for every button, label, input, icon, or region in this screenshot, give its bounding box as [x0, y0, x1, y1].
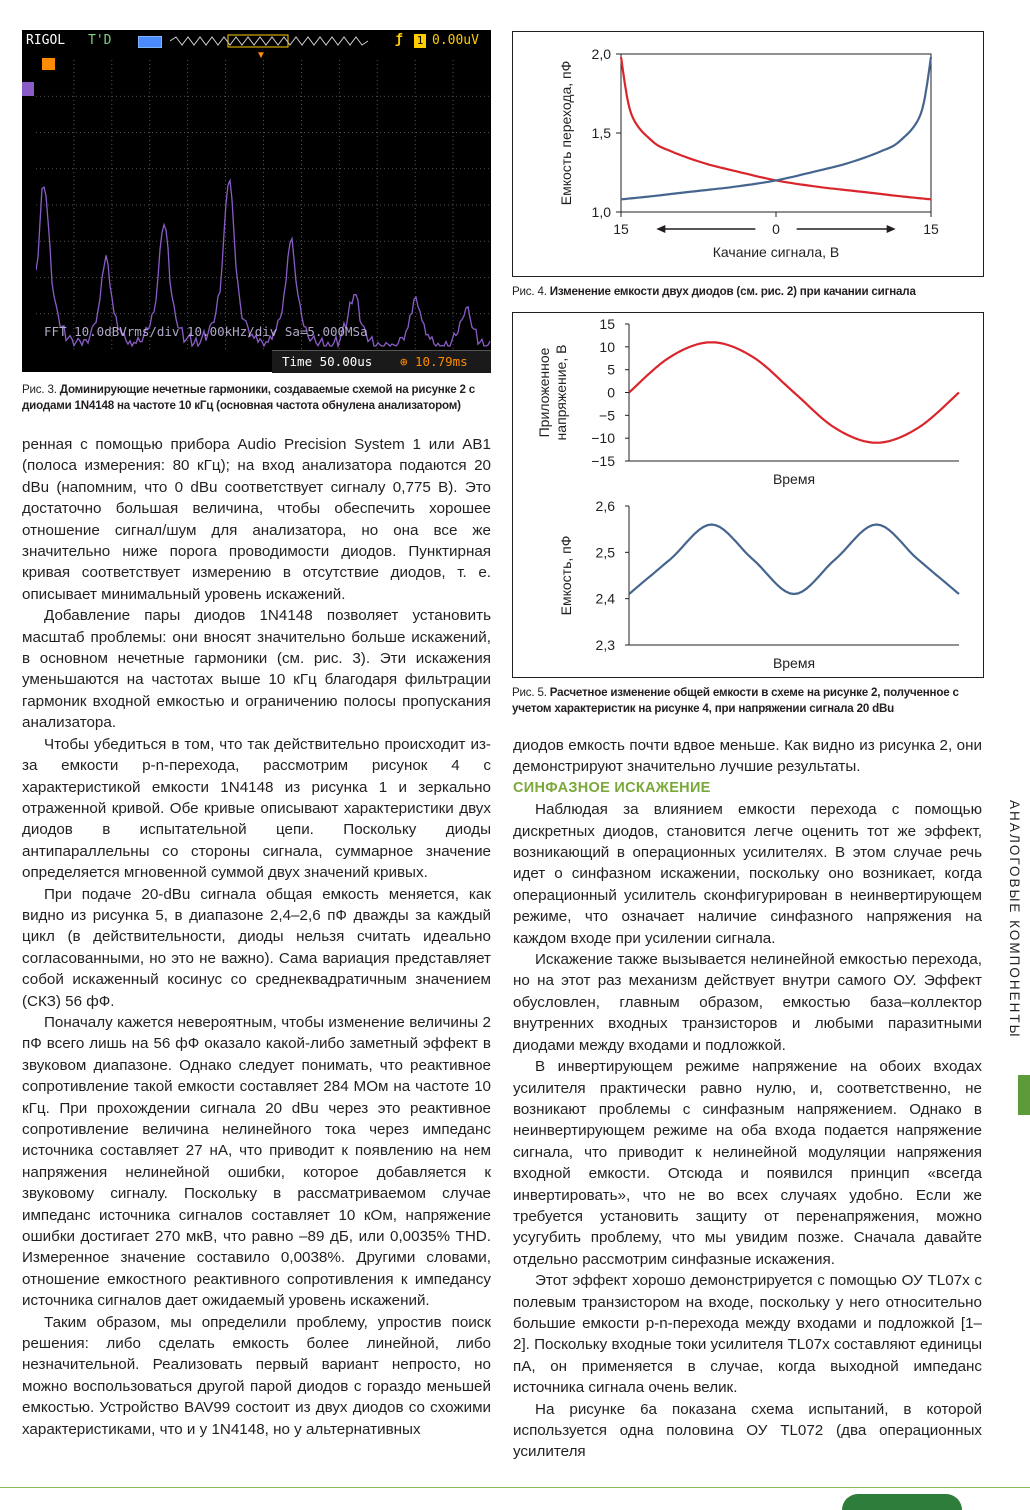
- paragraph: Добавление пары диодов 1N4148 позволяет установить масштаб проблемы: они вносят значительно больше искажений, в основном нечетные гармоники (см. рис. 3). Эти искажения уменьшаются на частотах выше 10 кГц благодаря фильтрации гармоник входной емкостью и ограничению полосы пропускания анализатора.: [22, 607, 491, 732]
- capacitance-vs-swing-chart: [513, 32, 983, 276]
- series-diode-1: [621, 57, 931, 199]
- paragraph: ренная с помощью прибора Audio Precision System 1 или AB1 (полоса измерения: 80 кГц); на вход анализатора подаются 20 dBu (напомним, что 0 dBu соответствует сигналу 0,775 В). Это достаточно большая величина, чтобы обеспечить хорошее отношение сигнал/шум для анализатора, но она все же значительно ниже порога проводимости диодов. Пунктирная кривая соответствует измерению в отсутствие диодов, т. е. описывает минимальный уровень искажений.: [22, 436, 491, 603]
- x-tick-label: 15: [613, 221, 629, 237]
- y-tick-label: 2,5: [595, 544, 615, 561]
- x-tick-label: 0: [772, 221, 780, 237]
- paragraph: диодов емкость почти вдвое меньше. Как видно из рисунка 2, они демонстрируют значительно лучшие результаты.: [513, 737, 982, 776]
- figure-3-caption: [22, 382, 502, 414]
- footer-rule: [0, 1487, 1030, 1488]
- paragraph: Искажение также вызывается нелинейной емкостью перехода, но на этот раз механизм действует внутри самого ОУ. Эффект обусловлен, главным образом, емкостью база–коллектор внутренних входных транзисторов и любыми паразитными диодами между входами и подложкой.: [513, 951, 982, 1054]
- series-capacitance: [629, 525, 959, 595]
- section-accent-bar: [1018, 1075, 1030, 1115]
- battery-icon: [138, 36, 162, 48]
- y-tick-label: −10: [591, 430, 615, 447]
- y-tick-label: 2,4: [595, 590, 615, 607]
- y-tick-label: −5: [599, 407, 615, 424]
- scope-time-panel: [272, 350, 491, 373]
- y-tick-label: 15: [599, 316, 615, 332]
- y-tick-label: 1,5: [591, 125, 611, 141]
- figure-5-chart: [512, 312, 984, 678]
- offset-icon: ⊕: [400, 354, 408, 369]
- footer-tab: [842, 1494, 962, 1510]
- x-axis-label: Качание сигнала, В: [712, 244, 840, 260]
- y-tick-label: 2,0: [591, 46, 611, 62]
- figure-5-caption: [512, 685, 992, 717]
- trigger-position-marker: ▼: [256, 50, 266, 61]
- y-tick-label: 1,0: [591, 204, 611, 220]
- series-diode-2: [621, 57, 931, 199]
- x-axis-label: Время: [772, 471, 816, 487]
- paragraph: На рисунке 6а показана схема испытаний, в которой используется одна половина ОУ TL072 (два операционных усилителя: [513, 1400, 982, 1461]
- figure-3-text: Доминирующие нечетные гармоники, создаваемые схемой на рисунке 2 с диодами 1N4148 на частоте 10 кГц (основная частота обнулена анализатором): [22, 383, 476, 412]
- voltage-and-capacitance-vs-time-chart: [513, 313, 983, 677]
- timebase: Time 50.00us: [282, 354, 373, 369]
- math-channel-marker: [22, 82, 34, 96]
- y-axis-label-line-1: Приложенное: [536, 347, 552, 438]
- paragraph: В инвертирующем режиме напряжение на обоих входах усилителя практически равно нулю, и, соответственно, не возникают проблемы с синфазным напряжением. Однако в неинвертирующем режиме на оба входа подается напряжение сигнала, что приводит к нелинейной модуляции напряжения входной емкости. Отсюда и появился принцип «всегда инвертировать», что не во всех случаях удобно. Если же требуется установить защиту от перенапряжения, можно усугубить проблему, что мы увидим позже. Сначала давайте отдельно рассмотрим синфазные искажения.: [513, 1058, 982, 1268]
- y-tick-label: −15: [591, 453, 615, 469]
- y-tick-label: 5: [607, 361, 615, 378]
- figure-3-label: Рис. 3.: [22, 383, 57, 396]
- y-axis-label-line-2: напряжение, В: [553, 344, 569, 441]
- paragraph: Поначалу кажется невероятным, чтобы изменение величины 2 пФ всего лишь на 56 фФ оказало какой-либо заметный эффект в звуковом диапазоне. Однако следует понимать, что реактивное сопротивление такой емкости составляет 284 МОм на частоте 10 кГц. При прохождении сигнала 20 dBu через это реактивное сопротивление величина нелинейного тока через импеданс источника составляет 27 нА, что приводит к появлению на нем напряжения нелинейной ошибки, которое добавляется к звуковому сигналу. Поскольку в рассматриваемом случае импеданс источника сигналов составляет 10 кОм, напряжение ошибки достигает 270 мкВ, что равно –89 дБ, или 0,0035% THD. Измеренное значение составило 0,0038%. Другими словами, отношение емкостного реактивного сопротивления к импедансу источника сигналов дает ожидаемый уровень искажений.: [22, 1013, 491, 1310]
- figure-4-text: Изменение емкости двух диодов (см. рис. 2) при качании сигнала: [549, 285, 916, 298]
- paragraph: Чтобы убедиться в том, что так действительно происходит из-за емкости p-n-перехода, рассмотрим рисунок 4 с характеристикой емкости 1N4148 из рисунка 1 и зеркально отраженной кривой. Обе кривые описывают характеристики двух диодов в испытательной цепи. Поскольку диоды антипараллельны со стороны сигнала, суммарное значение определяется мгновенной суммой двух значений кривых.: [22, 735, 491, 882]
- y-axis-label: Емкость перехода, пФ: [558, 60, 574, 206]
- scope-mode: T'D: [88, 33, 112, 48]
- trigger-value: 0.00uV: [432, 33, 479, 48]
- y-tick-label: 10: [599, 338, 615, 355]
- figure-4-label: Рис. 4.: [512, 285, 547, 298]
- section-sidebar: [1005, 800, 1030, 1120]
- y-axis-label: [536, 345, 569, 441]
- scope-status-bar: [22, 30, 491, 52]
- section-name: АНАЛОГОВЫЕ КОМПОНЕНТЫ: [1007, 800, 1022, 1039]
- paragraph: Этот эффект хорошо демонстрируется с помощью ОУ TL07x с полевым транзистором на входе, поскольку у него относительно большие емкости p-n-перехода между входами и подложкой [1–2]. Поскольку входные токи усилителя TL07x составляют единицы пА, он применяется в случае, когда выходной импеданс источника сигнала очень велик.: [513, 1272, 982, 1397]
- trigger-edge-icon: ƒ: [395, 32, 403, 47]
- scope-brand: RIGOL: [26, 33, 66, 48]
- series-voltage: [629, 342, 959, 442]
- paragraph: Таким образом, мы определили проблему, упростив поиск решения: либо сделать емкость более линейной, либо незначительной. Реализовать первый вариант непросто, но можно воспользоваться другой парой диодов с гораздо меньшей емкостью. Устройство BAV99 состоит из двух диодов со схожими характеристиками, что и у 1N4148, но у альтернативных: [22, 1313, 491, 1438]
- x-tick-label: 15: [923, 221, 939, 237]
- plot-frame: [621, 54, 931, 212]
- trigger-waveform-icon: [170, 33, 375, 49]
- paragraph: Наблюдая за влиянием емкости перехода с помощью дискретных диодов, становится легче оценить тот же эффект, возникающий в операционных усилителях. В этом случае речь идет о синфазном искажении, поскольку оно возникает, когда операционный усилитель сконфигурирован в неинвертирующем режиме, что означает наличие синфазного напряжения на каждом входе при усилении сигнала.: [513, 801, 982, 947]
- paragraph: При подаче 20-dBu сигнала общая емкость меняется, как видно из рисунка 5, в диапазоне 2,4–2,6 пФ дважды за каждый цикл (в действительности, диоды нельзя считать идеально согласованными, но это не важно). Сама вариация представляет собой искаженный косинус со среднеквадратичным значением (СКЗ) 56 фФ.: [22, 885, 491, 1010]
- channel-1-icon: 1: [414, 34, 426, 48]
- right-arrow-icon: [887, 225, 896, 233]
- y-tick-label: 2,6: [595, 498, 615, 514]
- oscilloscope-screenshot: [22, 30, 491, 372]
- left-arrow-icon: [656, 225, 665, 233]
- time-offset: 10.79ms: [415, 354, 468, 369]
- figure-4-chart: [512, 31, 984, 277]
- fft-spectrum-display: [36, 60, 491, 350]
- y-tick-label: 2,3: [595, 637, 615, 653]
- figure-5-label: Рис. 5.: [512, 686, 547, 699]
- fft-settings: FFT 10.0dBVrms/div 10.00kHz/div Sa=5.000MSa: [44, 324, 368, 339]
- figure-4-caption: [512, 284, 992, 300]
- figure-5-text: Расчетное изменение общей емкости в схеме на рисунке 2, полученное с учетом характеристик на рисунке 4, при напряжении сигнала 20 dBu: [512, 686, 959, 715]
- right-column: [513, 735, 982, 1463]
- section-heading: СИНФАЗНОЕ ИСКАЖЕНИЕ: [513, 779, 711, 796]
- y-axis-label: Емкость, пФ: [558, 535, 574, 616]
- left-column: [22, 434, 491, 1440]
- x-axis-label: Время: [772, 655, 816, 671]
- y-tick-label: 0: [607, 384, 615, 401]
